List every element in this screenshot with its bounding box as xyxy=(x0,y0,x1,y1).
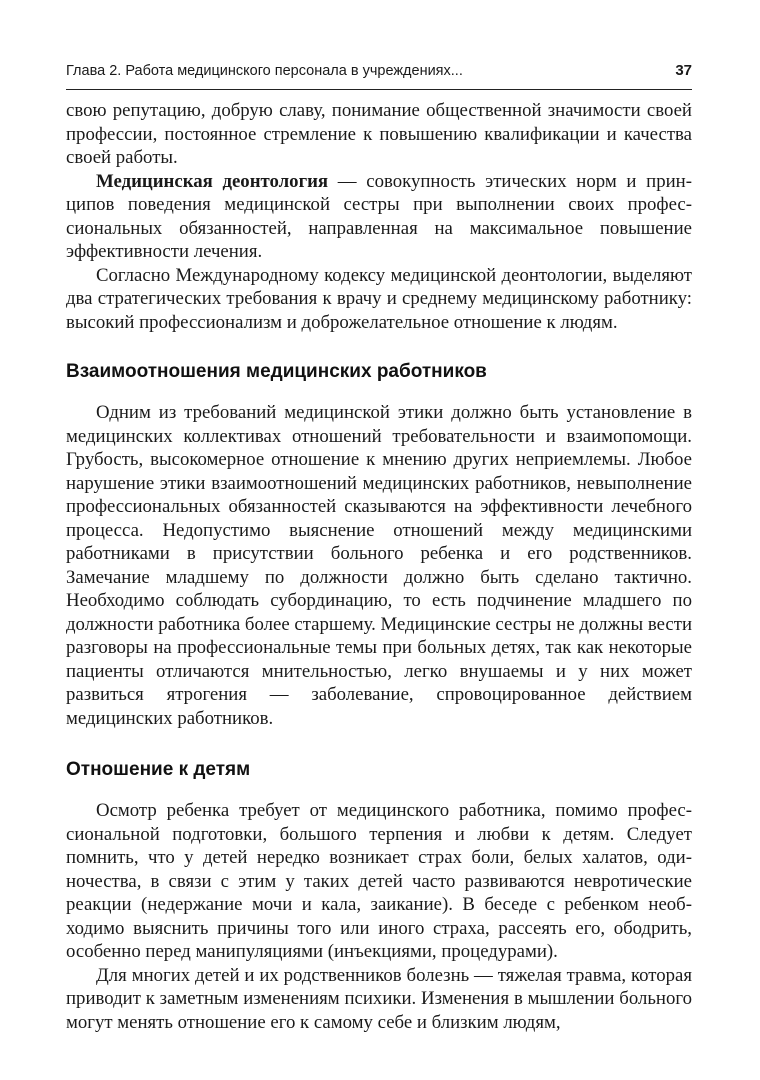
paragraph-children-trauma: Для многих детей и их родственников болезнь — тяжелая травма, которая приводит к заметным изменениям психики. Изменения в мышлении больного могут менять отношение его к самому себе и близким людям, xyxy=(66,964,692,1033)
paragraph-children-exam: Осмотр ребенка требует от медицинского работника, помимо профессиональной подготовки, большого терпения и любви к детям. Следует помнить, что у детей нередко возникает страх боли, белых халатов, одиночества, в связи с этим у таких детей часто развиваются невротические реакции (недержание мочи и кала, заикание). В беседе с ребенком необходимо выяснить причины того или иного страха, рассеять его, ободрить, особенно перед манипуляциями (инъекциями, процедурами). xyxy=(66,800,692,962)
section-heading-children: Отношение к детям xyxy=(66,759,251,780)
definition-text: — совокупность этических норм и принципов поведения медицинской сестры при выполнении своих профессиональных обязанностей, направленная на максимальное повышение эффективности лечения. xyxy=(66,170,692,262)
page-body xyxy=(66,99,692,1034)
term-medical-deontology: Медицинская деонтология xyxy=(96,170,329,192)
chapter-title: Глава 2. Работа медицинского персонала в учреждениях... xyxy=(66,63,463,79)
section-heading-relations: Взаимоотношения медицинских работников xyxy=(66,361,487,382)
paragraph-continuation: свою репутацию, добрую славу, понимание общественной значимости своей профессии, постоянное стремление к повышению квалификации и качества своей работы. xyxy=(66,100,692,168)
paragraph-deontology-definition xyxy=(66,170,692,264)
page-number: 37 xyxy=(675,62,692,79)
running-head xyxy=(66,62,692,79)
paragraph-relations: Одним из требований медицинской этики должно быть установление в медицинских коллективах отношений требовательности и взаимопомощи. Грубость, высокомерное отношение к мнению других неприемлемы. Любое нарушение этики взаимоотношений медицинских работников, невыполнение профессиональных обязанностей сказываются на эффективности лечебного процесса. Недопустимо выяснение отношений между медицинскими работниками в присутствии больного ребенка и его родственников. Замечание младшему по должности должно быть сделано тактично. Необходимо соблюдать субординацию, то есть подчинение младшего по должности работника более старшему. Медицинские сестры не должны вести разговоры на профессиональные темы при больных детях, так как некоторые пациенты отличаются мнительностью, легко внушаемы и у них может развиться ятрогения — заболевание, спровоцированное действием медицинских работников. xyxy=(66,402,692,729)
header-rule xyxy=(66,89,692,90)
paragraph-international-code: Согласно Международному кодексу медицинской деонтологии, выделяют два стратегических требования к врачу и среднему медицинскому работнику: высокий профессионализм и доброжелательное отношение к людям. xyxy=(66,264,692,333)
